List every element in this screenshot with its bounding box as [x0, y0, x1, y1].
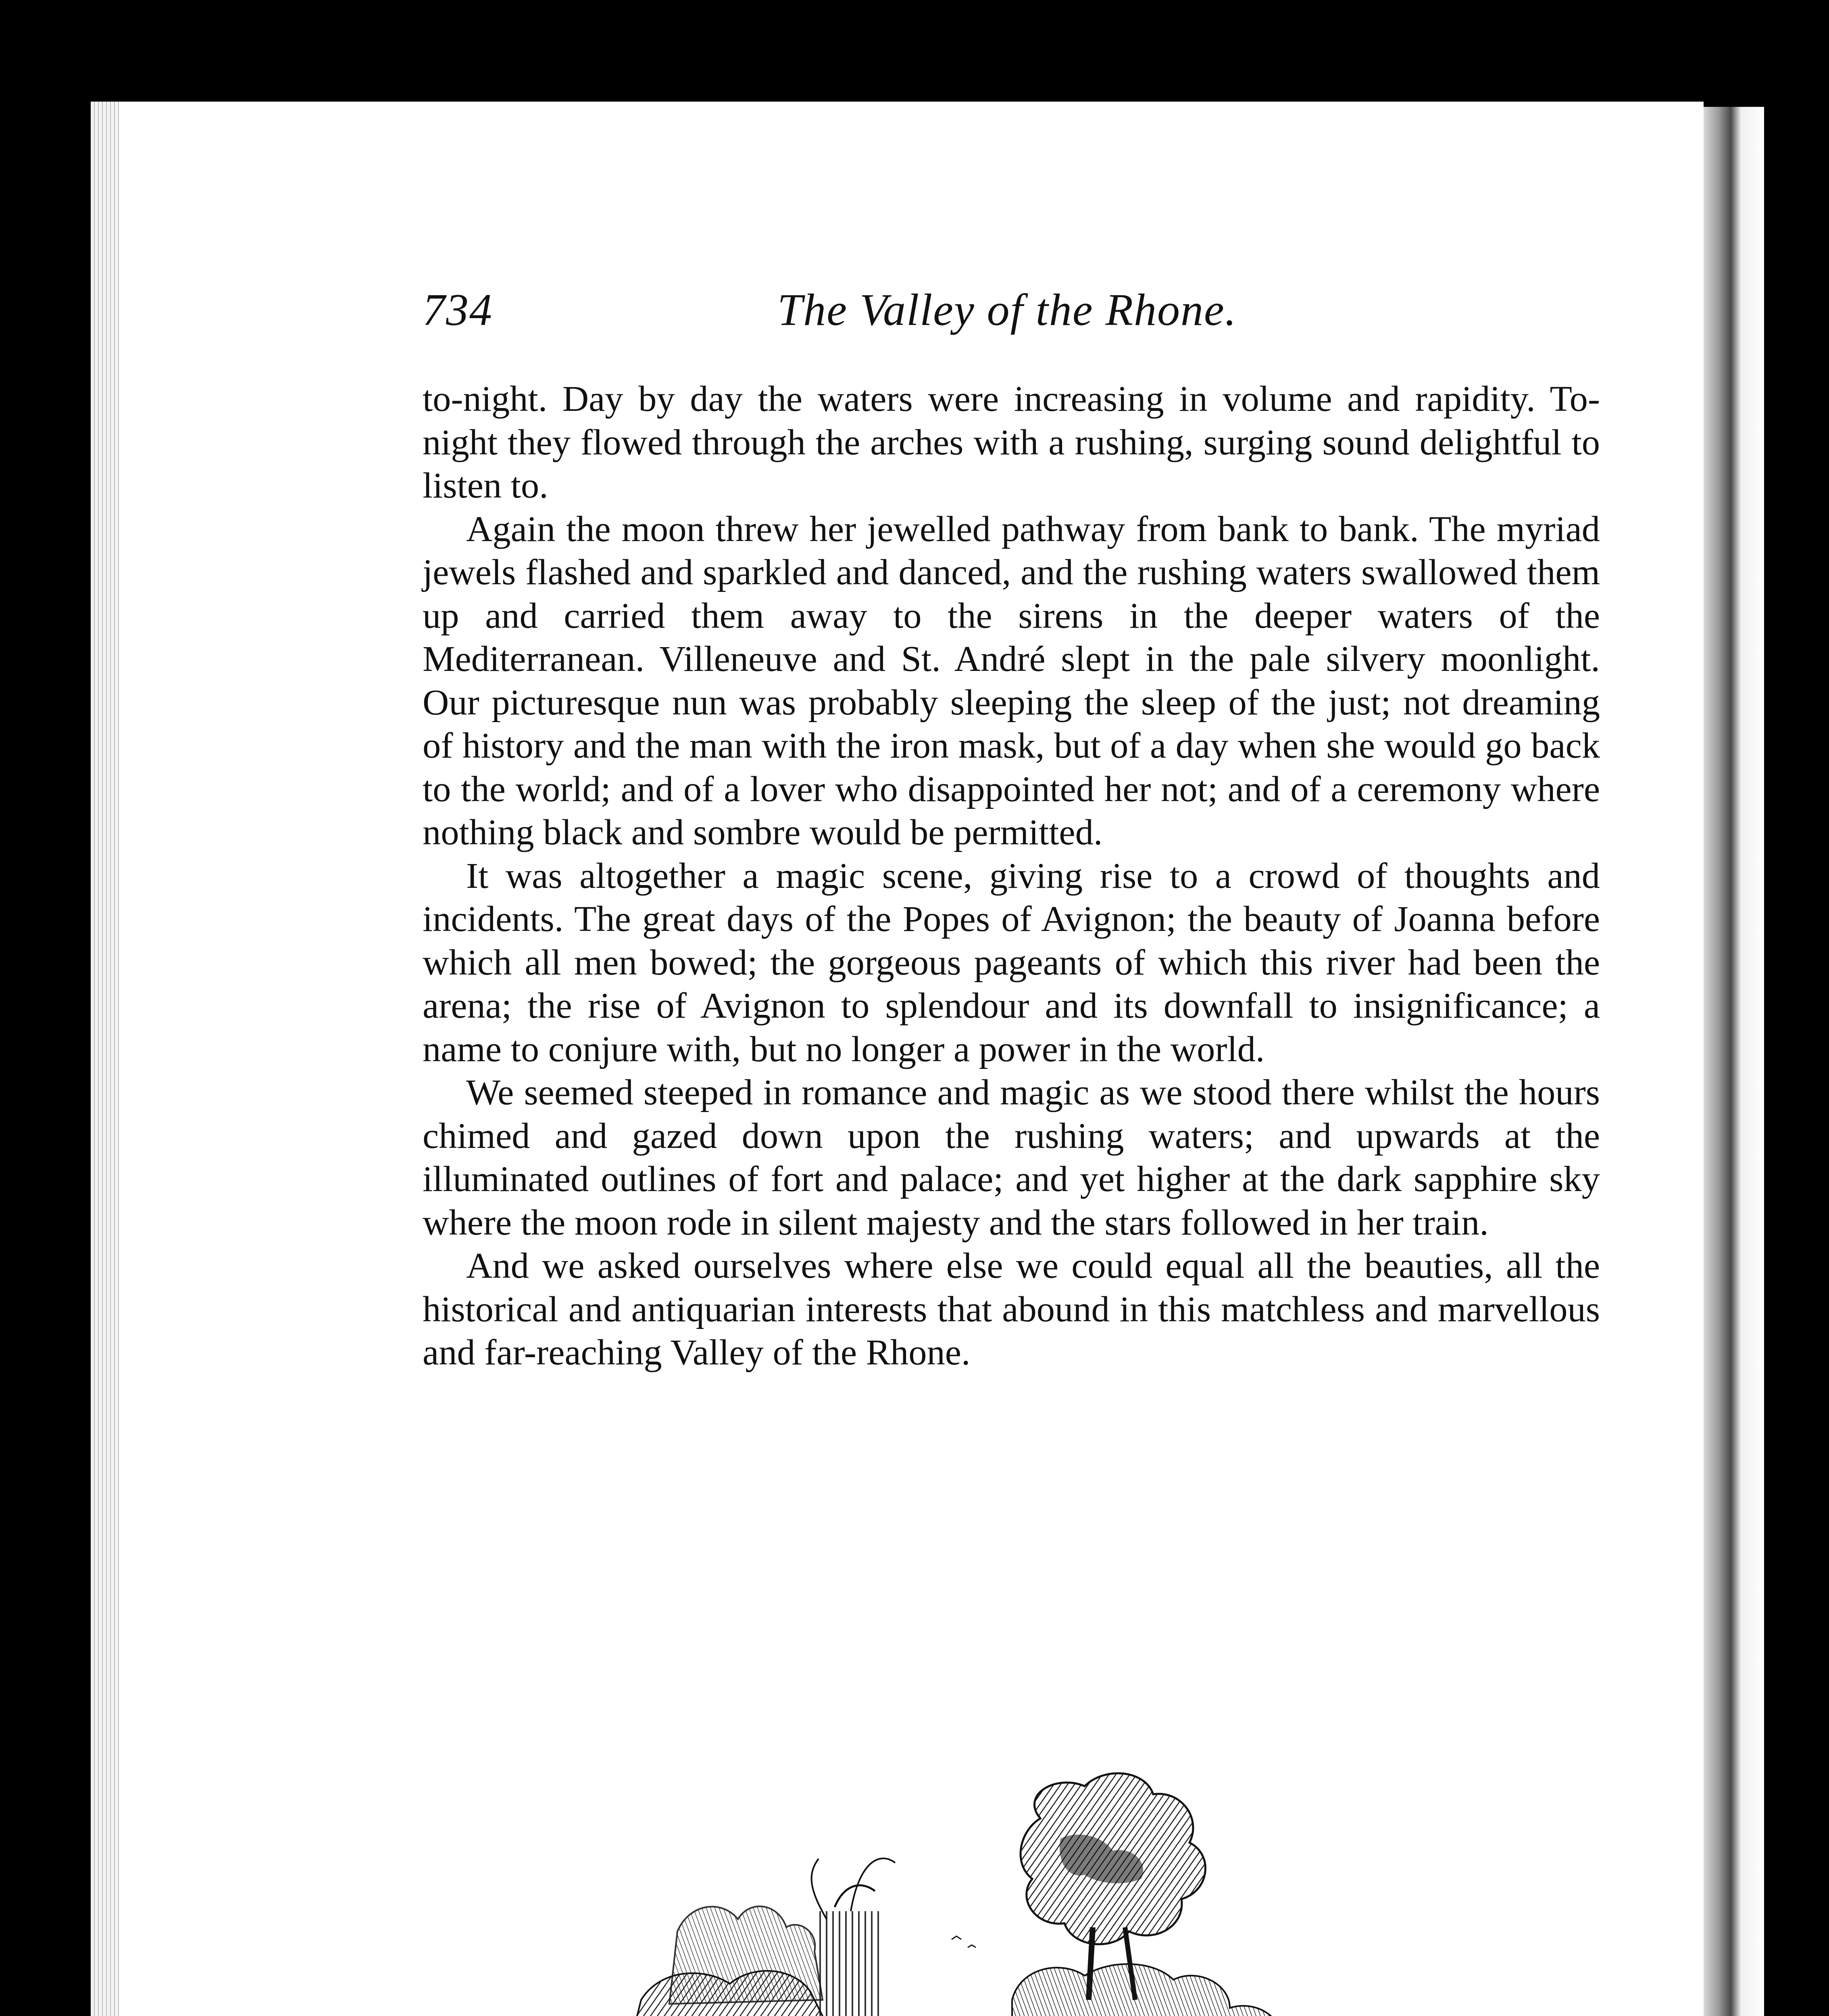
page-number: 734	[423, 285, 493, 335]
book-fore-edge	[1704, 107, 1764, 2016]
body-text	[423, 377, 1600, 1374]
paragraph: It was altogether a magic scene, giving rise to a crowd of thoughts and incidents. The great days of the Popes of Avignon; the beauty of Joanna before which all men bowed; the gorgeous pageants of which this river had been the arena; the rise of Avignon to splendour and its downfall to insignificance; a name to conjure with, but no longer a power in the world.	[423, 855, 1600, 1069]
running-header	[423, 284, 1600, 345]
paragraph: Again the moon threw her jewelled pathway from bank to bank. The myriad jewels flashed and sparkled and danced, and the rushing waters swallowed them up and carried them away to the sirens in the deeper waters of the Mediterranean. Villeneuve and St. André slept in the pale silvery moonlight. Our picturesque nun was probably sleeping the sleep of the just; not dreaming of history and the man with the iron mask, but of a day when she would go back to the world; and of a lover who disappointed her not; and of a ceremony where nothing black and sombre would be permitted.	[423, 508, 1600, 852]
page-stack-left-edge	[91, 102, 119, 2016]
paragraph: And we asked ourselves where else we could equal all the beauties, all the historical and antiquarian interests that abound in this matchless and marvellous and far-reaching Valley of the Rhone.	[423, 1245, 1600, 1372]
river-landscape-engraving-icon	[617, 1758, 1464, 2016]
paragraph: We seemed steeped in romance and magic as we stood there whilst the hours chimed and gazed down upon the rushing waters; and upwards at the illuminated outlines of fort and palace; and yet higher at the dark sapphire sky where the moon rode in silent majesty and the stars followed in her train.	[423, 1072, 1600, 1243]
paragraph: to-night. Day by day the waters were increasing in volume and rapidity. To-night they flowed through the arches with a rushing, surging sound delightful to listen to.	[423, 378, 1600, 506]
running-title: The Valley of the Rhone.	[777, 285, 1237, 335]
